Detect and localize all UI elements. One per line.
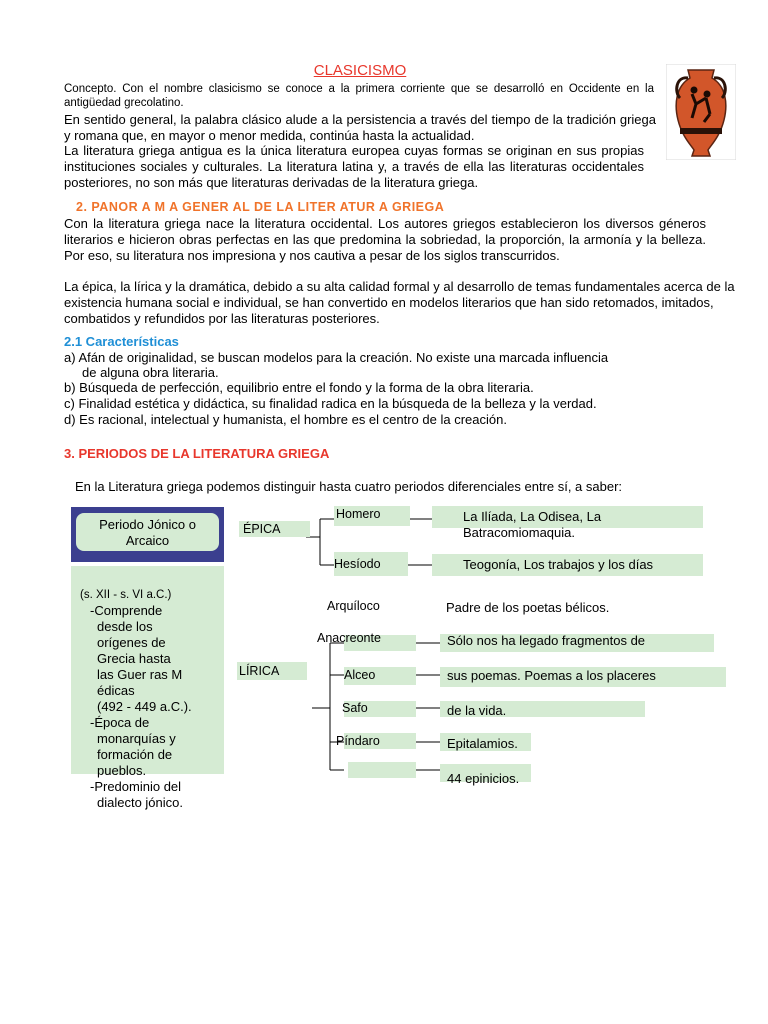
list-item: c) Finalidad estética y didáctica, su finalidad radica en la búsqueda de la belleza y la verdad. xyxy=(64,396,597,411)
list-item: d) Es racional, intelectual y humanista, el hombre es el centro de la creación. xyxy=(64,412,507,427)
periodo-line: las Guer ras M xyxy=(97,667,183,682)
periodo-line: édicas xyxy=(97,683,135,698)
epica-label: ÉPICA xyxy=(239,521,310,537)
list-item: de alguna obra literaria. xyxy=(82,365,219,380)
alceo-text: Alceo xyxy=(344,668,376,682)
periodo-line: -Predominio del xyxy=(90,779,182,794)
periodo-line: (492 - 449 a.C.). xyxy=(97,699,192,714)
pindaro-desc: Epitalamios. xyxy=(440,733,531,751)
section-3-number: 3. xyxy=(64,446,75,461)
homero-obras xyxy=(463,509,601,541)
periodo-line: formación de xyxy=(97,747,173,762)
homero-obras-line-2: Batracomiomaquia. xyxy=(463,525,575,540)
periodo-line: pueblos. xyxy=(97,763,147,778)
section-3-intro: En la Literatura griega podemos distinguir hasta cuatro periodos diferenciales entre sí, a saber: xyxy=(75,479,623,494)
periodo-description xyxy=(80,587,230,811)
anacreonte-label: Anacreonte xyxy=(317,631,381,645)
periodo-line: monarquías y xyxy=(97,731,176,746)
anacreonte-desc: Sólo nos ha legado fragmentos de xyxy=(440,634,714,652)
page-title: CLASICISMO xyxy=(313,62,407,79)
section-2-heading: 2. PANOR A M A GENER AL DE LA LITER ATUR A GRIEGA xyxy=(76,200,445,214)
paragraph-sentido-general: En sentido general, la palabra clásico alude a la persistencia a través del tiempo de la tradición griega y romana que, en mayor o menor medida, continúa hasta la actualidad. xyxy=(64,112,656,143)
periodo-header-box xyxy=(71,507,224,562)
alceo-label xyxy=(344,667,416,685)
periodo-line: dialecto jónico. xyxy=(97,795,183,810)
safo-label xyxy=(344,701,416,717)
empty-author-box xyxy=(348,762,416,778)
periodo-line: orígenes de xyxy=(97,635,166,650)
section-2-1-heading: 2.1 Características xyxy=(64,334,179,349)
homero-obras-line-1: La Ilíada, La Odisea, La xyxy=(463,509,602,524)
homero-label: Homero xyxy=(334,506,410,526)
arquiloco-desc: Padre de los poetas bélicos. xyxy=(446,600,610,615)
pindaro-label xyxy=(336,733,416,749)
list-item: a) Afán de originalidad, se buscan modelos para la creación. No existe una marcada influencia xyxy=(64,350,609,365)
periodo-title-line-2: Arcaico xyxy=(125,533,170,548)
periodo-line: desde los xyxy=(97,619,153,634)
arquiloco-label: Arquíloco xyxy=(327,599,380,613)
safo-text: Safo xyxy=(342,701,368,715)
periodo-line: -Comprende xyxy=(90,603,163,618)
hesiodo-obras: Teogonía, Los trabajos y los días xyxy=(432,554,703,576)
lirica-label: LÍRICA xyxy=(237,662,307,680)
section-2-paragraph-2: La épica, la lírica y la dramática, debido a su alta calidad formal y al desarrollo de temas fundamentales acerca de la existencia humana social e individual, se han convertido en modelos literarios que han sido retomados, imitados, combatidos y refundidos por las literaturas posteriores. xyxy=(64,279,735,326)
paragraph-literatura-griega: La literatura griega antigua es la única literatura europea cuyas formas se originan en sus propias instituciones sociales y culturales. La literatura latina y, a través de ella las literaturas occidentales posteriores, no son más que literaturas derivadas de la literatura griega. xyxy=(64,143,644,190)
periodo-line: -Época de xyxy=(90,715,150,730)
periodo-line: Grecia hasta xyxy=(97,651,171,666)
pindaro-text: Píndaro xyxy=(336,734,380,748)
hesiodo-label: Hesíodo xyxy=(334,552,408,576)
periodo-dates: (s. XII - s. VI a.C.) xyxy=(80,589,172,601)
periodo-title-pill xyxy=(76,513,219,551)
epinicios-desc: 44 epinicios. xyxy=(440,764,531,782)
alceo-desc: sus poemas. Poemas a los placeres xyxy=(440,667,726,687)
concepto-paragraph: Concepto. Con el nombre clasicismo se conoce a la primera corriente que se desarrolló en Occidente en la antigüedad grecolatino. xyxy=(64,83,654,109)
section-3-title: PERIODOS DE LA LITERATURA GRIEGA xyxy=(78,446,330,461)
section-2-paragraph-1: Con la literatura griega nace la literatura occidental. Los autores griegos establecieron los diversos géneros literarios e hicieron obras perfectas en las que predomina la sobriedad, la proporción, la armonía y la belleza. Por eso, su literatura nos impresiona y nos cautiva a pesar de los siglos transcurridos. xyxy=(64,216,706,263)
list-item: b) Búsqueda de perfección, equilibrio entre el fondo y la forma de la obra literaria. xyxy=(64,380,534,395)
periodo-title-line-1: Periodo Jónico o xyxy=(99,517,196,532)
safo-desc: de la vida. xyxy=(440,701,645,717)
